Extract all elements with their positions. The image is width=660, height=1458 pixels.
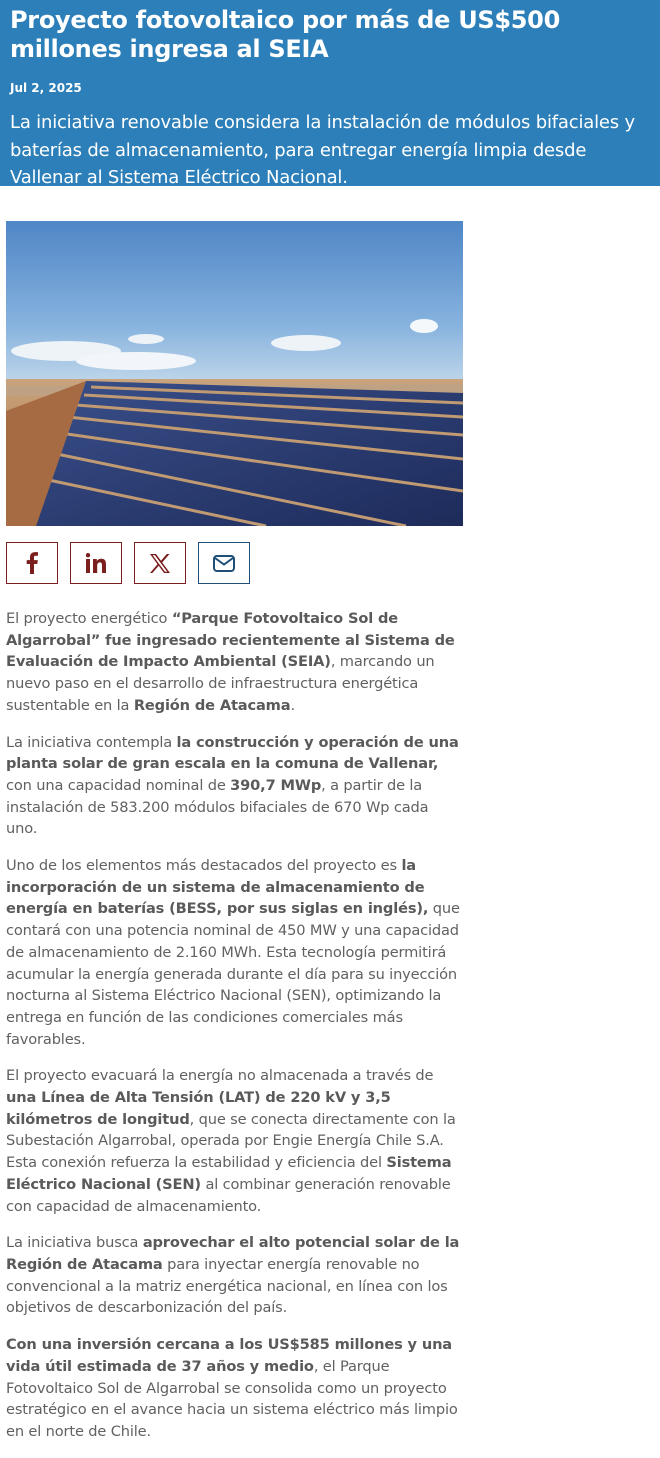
bold-text: “Parque Fotovoltaico Sol de Algarrobal” fue ingresado recientemente al Sistema de Evaluación de Impacto Ambiental (SEIA) xyxy=(6,610,455,671)
share-bar xyxy=(6,542,250,584)
text: El proyecto evacuará la energía no almacenada a través de xyxy=(6,1067,434,1085)
text: El proyecto energético xyxy=(6,610,172,627)
x-share-button[interactable] xyxy=(134,542,186,584)
paragraph-3 xyxy=(6,855,464,1050)
paragraph-4 xyxy=(6,1065,464,1217)
text: con una capacidad nominal de xyxy=(6,776,231,794)
text: que contará con una potencia nominal de 450 MW y una capacidad de almacenamiento de 2.160 MWh. Esta tecnología permitirá acumular la energía generada durante el día para su inyección nocturna al Sistema Eléctrico Nacional (SEN), optimizando la entrega en función de las condiciones comerciales más favorables. xyxy=(6,900,460,1048)
article-lead: La iniciativa renovable considera la instalación de módulos bifaciales y baterías de almacenamiento, para entregar energía limpia desde Vallenar al Sistema Eléctrico Nacional. xyxy=(10,112,635,188)
mail-icon xyxy=(213,555,235,572)
facebook-share-button[interactable] xyxy=(6,542,58,584)
article-title: Proyecto fotovoltaico por más de US$500 millones ingresa al SEIA xyxy=(10,6,560,63)
bold-text: la construcción y operación de una planta solar de gran escala en la comuna de Vallenar, xyxy=(6,733,459,773)
bold-text: Región de Atacama xyxy=(133,696,291,714)
bold-text: Sistema Eléctrico Nacional (SEN) xyxy=(6,1154,452,1193)
bold-text: una Línea de Alta Tensión (LAT) de 220 kV y 3,5 kilómetros de longitud xyxy=(6,1089,391,1128)
facebook-icon xyxy=(25,552,39,574)
text: . xyxy=(290,696,295,714)
email-share-button[interactable] xyxy=(198,542,250,584)
bold-text: 390,7 MWp xyxy=(230,776,322,794)
linkedin-icon xyxy=(86,553,106,573)
text: La iniciativa busca xyxy=(6,1234,143,1252)
text: , que se conecta directamente con la Subestación Algarrobal, operada por Engie Energía Chile S.A. Esta conexión refuerza la estabilidad y eficiencia del xyxy=(6,1110,456,1172)
publish-date: Jul 2, 2025 xyxy=(10,81,82,95)
paragraph-5 xyxy=(6,1232,464,1319)
text: al combinar generación renovable con capacidad de almacenamiento. xyxy=(6,1175,451,1215)
linkedin-share-button[interactable] xyxy=(70,542,122,584)
paragraph-1 xyxy=(6,608,464,717)
text: , a partir de la instalación de 583.200 módulos bifaciales de 670 Wp cada uno. xyxy=(6,776,429,838)
bold-text: aprovechar el alto potencial solar de la Región de Atacama xyxy=(6,1234,460,1273)
paragraph-2 xyxy=(6,732,464,841)
text: , marcando un nuevo paso en el desarrollo de infraestructura energética sustentable en la xyxy=(6,653,435,714)
article-header xyxy=(0,0,660,186)
text: Uno de los elementos más destacados del proyecto es xyxy=(6,857,402,875)
article-body xyxy=(6,608,464,1458)
x-icon xyxy=(150,554,170,573)
bold-text: Con una inversión cercana a los US$585 millones y una vida útil estimada de 37 años y medio xyxy=(6,1336,453,1375)
text: La iniciativa contempla xyxy=(6,733,177,751)
solar-plant-photo xyxy=(6,221,463,526)
paragraph-6 xyxy=(6,1334,464,1443)
bold-text: la incorporación de un sistema de almacenamiento de energía en baterías (BESS, por sus siglas en inglés), xyxy=(6,857,429,918)
text: para inyectar energía renovable no convencional a la matriz energética nacional, en línea con los objetivos de descarbonización del país. xyxy=(6,1255,448,1317)
text: , el Parque Fotovoltaico Sol de Algarrobal se consolida como un proyecto estratégico en el avance hacia un sistema eléctrico más limpio en el norte de Chile. xyxy=(6,1357,458,1440)
